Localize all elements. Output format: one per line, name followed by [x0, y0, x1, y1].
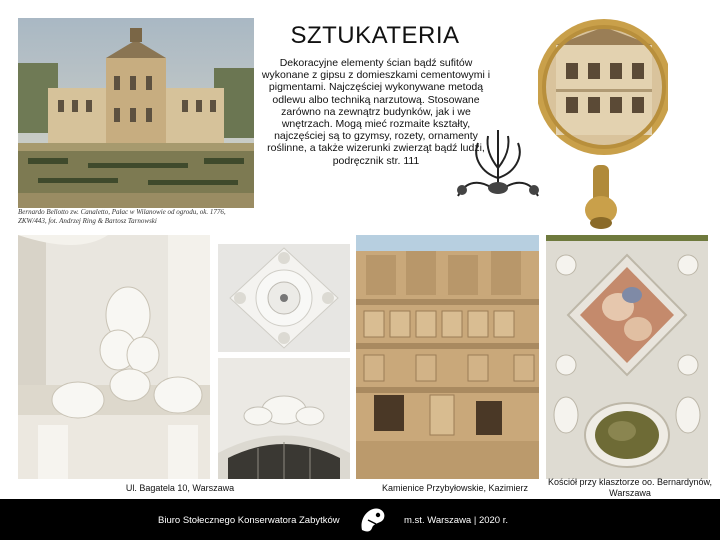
conservator-logo-icon: [356, 504, 390, 536]
slide-description: Dekoracyjne elementy ścian bądź sufitów wykonane z gipsu z domieszkami cementowymi i pigmentami. Najczęściej wykonywane metodą odlewu albo techniką narzutową. Stosowane zarówno na zewnątrz budynków, jak i we wnętrzach. Mogą mieć rozmaite kształty, najczęściej są to gzymsy, rozety, ornamenty roślinne, a także wizerunki zwierząt bądź ludzi, podręcznik str. 111: [261, 57, 491, 167]
arch-stucco-photo: [218, 358, 350, 479]
stucco-ornament-drawing: [452, 118, 544, 200]
caption-church: Kościół przy klasztorze oo. Bernardynów, Warszawa: [547, 477, 713, 498]
footer-city-year: m.st. Warszawa | 2020 r.: [404, 515, 509, 526]
slide-title: SZTUKATERIA: [290, 22, 460, 49]
caption-kazimierz: Kamienice Przybyłowskie, Kazimierz: [381, 483, 529, 493]
bagatela-stucco-photo: [18, 235, 210, 479]
wilanow-palace-painting: [18, 18, 254, 208]
ceiling-rosette-photo: [218, 244, 350, 352]
magnifying-glass-icon: [538, 5, 668, 230]
caption-bagatela: Ul. Bagatela 10, Warszawa: [125, 483, 235, 493]
kazimierz-facade-photo: [356, 235, 539, 479]
footer-office-name: Biuro Stołecznego Konserwatora Zabytków: [158, 515, 340, 526]
painting-caption: Bernardo Bellotto zw. Canaletto, Pałac w Wilanowie od ogrodu, ok. 1776, ZKW/443, fot. Andrzej Ring & Bartosz Tarnowski: [18, 208, 226, 225]
bernardine-church-stucco-photo: [546, 235, 708, 479]
